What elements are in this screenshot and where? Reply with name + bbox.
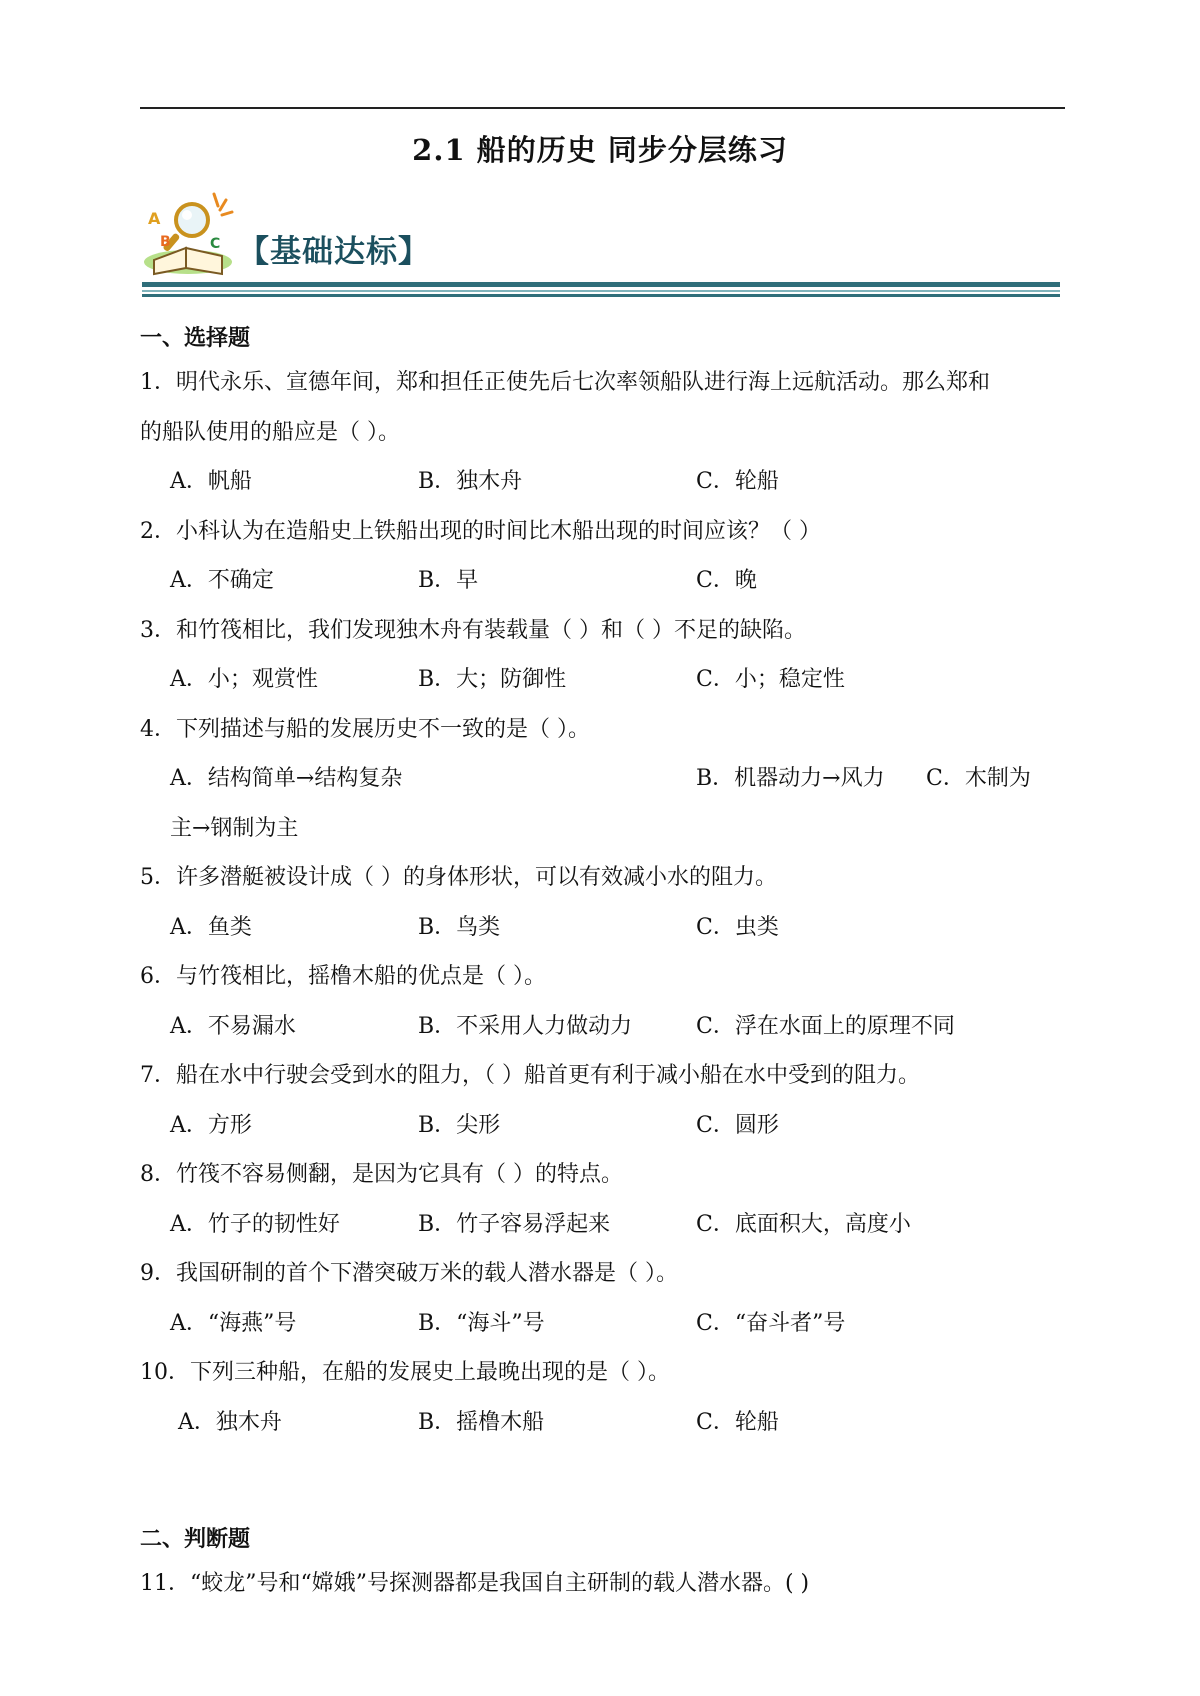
option-a[interactable]: A．鱼类 [170,914,252,940]
options-3 [140,655,1070,705]
options-8 [140,1200,1070,1250]
letter-c: C [210,236,221,252]
question-10: 10．下列三种船，在船的发展史上最晚出现的是（ ）。 [140,1360,670,1385]
option-b[interactable]: B．大；防御性 [418,667,567,692]
letter-a: A [148,209,161,228]
question-4: 4．下列描述与船的发展历史不一致的是（ ）。 [140,716,590,742]
options-2 [140,556,1070,606]
option-a[interactable]: A．小；观赏性 [170,667,318,692]
option-c[interactable]: C．小；稳定性 [696,667,845,692]
question-6: 6．与竹筏相比，摇橹木船的优点是（ ）。 [140,964,546,989]
question-11: 11．“蛟龙”号和“嫦娥”号探测器都是我国自主研制的载人潜水器。( ) [140,1571,810,1596]
question-2: 2．小科认为在造船史上铁船出现的时间比木船出现的时间应该？（ ） [140,518,821,544]
option-b[interactable]: B．摇橹木船 [418,1409,545,1435]
option-b[interactable]: B．独木舟 [418,469,523,494]
option-a[interactable]: A．独木舟 [178,1409,282,1435]
option-a[interactable]: A．竹子的韧性好 [170,1211,340,1237]
option-a[interactable]: A．结构简单→结构复杂 [170,766,403,791]
question-1: 1．明代永乐、宣德年间，郑和担任正使先后七次率领船队进行海上远航活动。那么郑和 [140,370,990,395]
question-3: 3．和竹筏相比，我们发现独木舟有装载量（ ）和（ ）不足的缺陷。 [140,617,806,643]
option-c[interactable]: C．虫类 [696,914,779,940]
options-10 [140,1398,1070,1448]
options-6 [140,1002,1070,1052]
exercise-content [140,318,1070,1609]
page-title: 2.1 船的历史 同步分层练习 [412,133,788,167]
divider-band [142,282,1060,287]
option-b[interactable]: B．不采用人力做动力 [418,1013,633,1039]
badge-label: 【基础达标】 [238,234,430,270]
option-c[interactable]: C．圆形 [696,1112,779,1138]
option-c[interactable]: C．“奋斗者”号 [696,1310,846,1336]
option-a[interactable]: A．方形 [170,1112,252,1138]
question-5: 5．许多潜艇被设计成（ ）的身体形状，可以有效减小水的阻力。 [140,865,777,890]
options-4 [140,754,1070,853]
option-b[interactable]: B．早 [418,568,479,593]
divider-band [142,294,1060,297]
question-7: 7．船在水中行驶会受到水的阻力，（ ）船首更有利于减小船在水中受到的阻力。 [140,1063,920,1088]
option-c[interactable]: C．轮船 [696,469,779,494]
section-badge [140,190,440,280]
option-c[interactable]: C．浮在水面上的原理不同 [696,1013,955,1039]
option-c[interactable]: C．晚 [696,568,757,593]
option-c-continued[interactable]: 主→钢制为主 [170,815,299,841]
option-b[interactable]: B．竹子容易浮起来 [418,1211,611,1237]
option-a[interactable]: A．帆船 [170,469,252,494]
header-rule [140,107,1065,109]
section-spacer [140,1447,1070,1519]
section-title-judgement: 二、判断题 [140,1526,251,1552]
option-a[interactable]: A．“海燕”号 [170,1310,297,1336]
option-a[interactable]: A．不易漏水 [170,1013,296,1039]
letter-b: B [160,234,171,250]
options-9 [140,1299,1070,1349]
question-8: 8．竹筏不容易侧翻，是因为它具有（ ）的特点。 [140,1162,623,1187]
option-c[interactable]: C．木制为 [926,766,1031,791]
option-b[interactable]: B．鸟类 [418,914,501,940]
option-b[interactable]: B．尖形 [418,1112,501,1138]
question-1-cont: 的船队使用的船应是（ ）。 [140,419,400,445]
magnifier-book-icon [140,190,240,280]
options-5 [140,903,1070,953]
question-9: 9．我国研制的首个下潜突破万米的载人潜水器是（ ）。 [140,1261,678,1286]
option-a[interactable]: A．不确定 [170,568,274,593]
options-7 [140,1101,1070,1151]
option-b[interactable]: B．“海斗”号 [418,1310,545,1336]
option-c[interactable]: C．底面积大，高度小 [696,1211,911,1237]
section-title-choice: 一、选择题 [140,325,251,351]
divider-band [142,290,1060,292]
options-1 [140,457,1070,507]
option-c[interactable]: C．轮船 [696,1409,779,1435]
option-b[interactable]: B．机器动力→风力 [696,766,885,791]
